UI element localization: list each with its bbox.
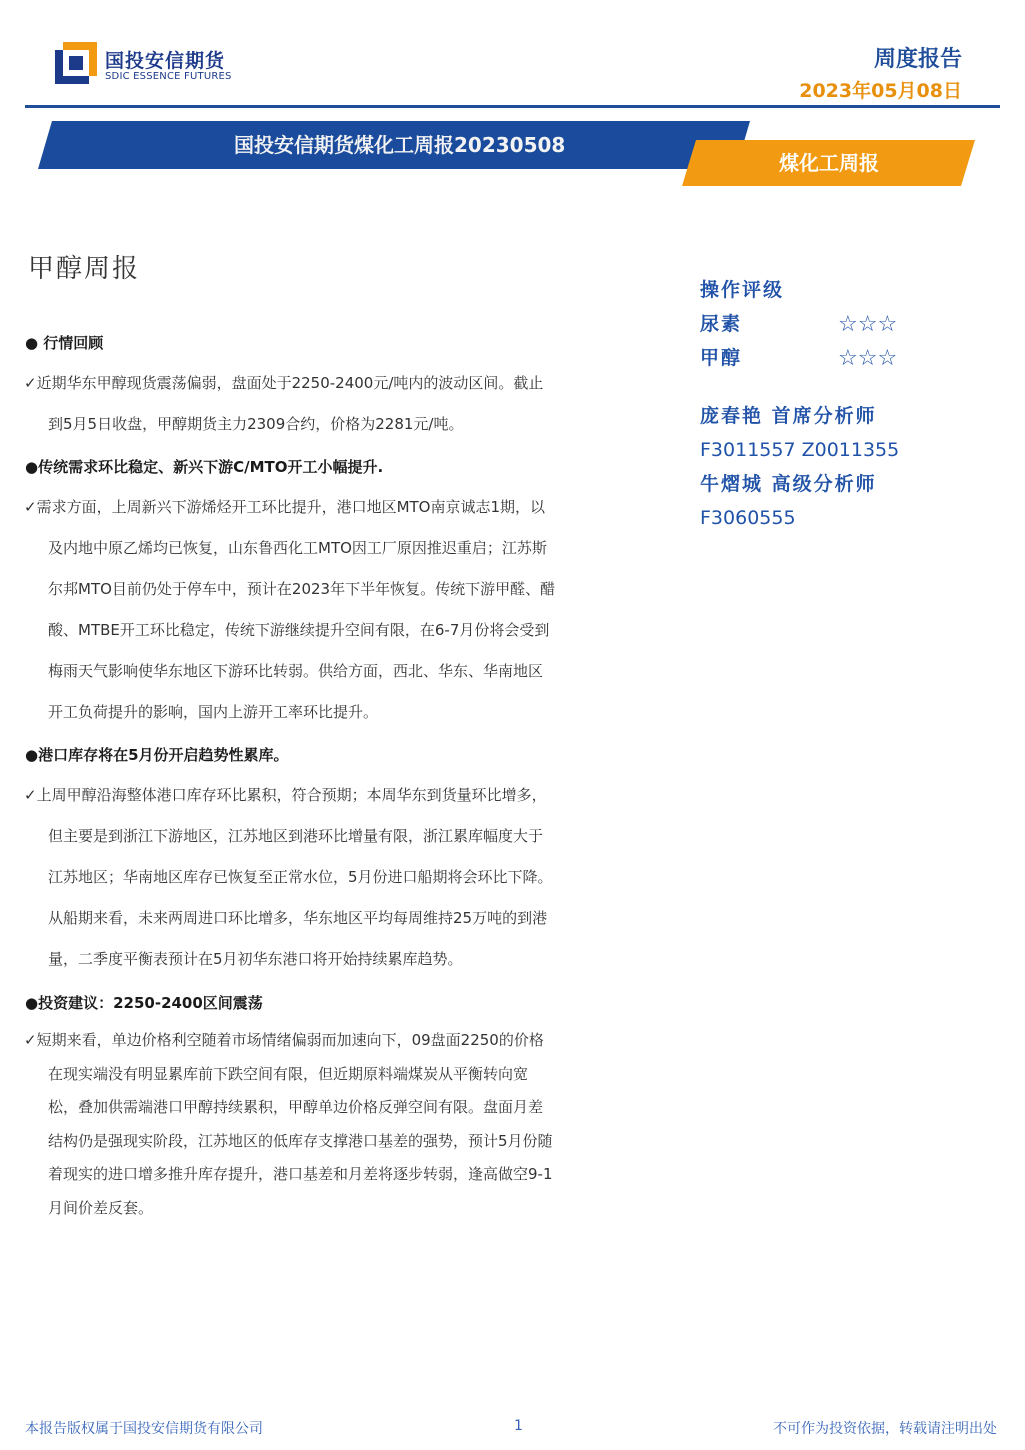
report-category: 煤化工周报 <box>779 151 879 175</box>
logo-mark-icon <box>55 42 97 84</box>
text-line: ✓短期来看，单边价格利空随着市场情绪偏弱而加速向下，09盘面2250的价格 <box>24 1031 544 1049</box>
analyst-name-title: 牛熠城 高级分析师 <box>700 473 877 495</box>
text-line: 量，二季度平衡表预计在5月初华东港口将开始持续累库趋势。 <box>48 950 463 968</box>
rating-product-name: 尿素 <box>700 313 743 335</box>
text-line: 结构仍是强现实阶段，江苏地区的低库存支撑港口基差的强势，预计5月份随 <box>48 1131 553 1150</box>
logo-en-text: SDIC ESSENCE FUTURES <box>105 71 232 82</box>
bullet-heading-investment-advice: ●投资建议：2250-2400区间震荡 <box>25 994 263 1012</box>
analyst-license: F3060555 <box>700 507 796 529</box>
report-title: 国投安信期货煤化工周报20230508 <box>234 133 566 157</box>
footer-copyright: 本报告版权属于国投安信期货有限公司 <box>25 1421 263 1437</box>
bullet-heading-port-inventory: ●港口库存将在5月份开启趋势性累库。 <box>25 746 289 764</box>
text-line: ✓上周甲醇沿海整体港口库存环比累积，符合预期；本周华东到货量环比增多， <box>24 786 547 804</box>
text-line: 及内地中原乙烯均已恢复，山东鲁西化工MTO因工厂原因推迟重启；江苏斯 <box>48 539 547 557</box>
analyst-name-title: 庞春艳 首席分析师 <box>700 405 877 427</box>
rating-row-methanol <box>700 342 980 375</box>
text-line: 梅雨天气影响使华东地区下游环比转弱。供给方面，西北、华东、华南地区 <box>48 662 544 680</box>
text-line: 月间价差反套。 <box>48 1198 154 1217</box>
report-type: 周度报告 <box>873 47 962 72</box>
text-line: 开工负荷提升的影响，国内上游开工率环比提升。 <box>48 703 379 721</box>
text-line: 在现实端没有明显累库前下跌空间有限，但近期原料端煤炭从平衡转向宽 <box>48 1064 529 1083</box>
text-line: 到5月5日收盘，甲醇期货主力2309合约，价格为2281元/吨。 <box>48 415 464 433</box>
footer-disclaimer: 不可作为投资依据，转载请注明出处 <box>773 1421 997 1437</box>
text-line: 从船期来看，未来两周进口环比增多，华东地区平均每周维持25万吨的到港 <box>48 909 548 927</box>
bullet-heading-demand: ●传统需求环比稳定、新兴下游C/MTO开工小幅提升. <box>25 458 384 476</box>
text-line: 但主要是到浙江下游地区，江苏地区到港环比增量有限，浙江累库幅度大于 <box>48 827 544 845</box>
page-number: 1 <box>514 1418 523 1434</box>
paragraph-port-inventory <box>24 775 614 980</box>
text-line: 尔邦MTO目前仍处于停车中，预计在2023年下半年恢复。传统下游甲醛、醋 <box>48 580 556 598</box>
text-line: 江苏地区；华南地区库存已恢复至正常水位，5月份进口船期将会环比下降。 <box>48 868 553 886</box>
logo-cn-text: 国投安信期货 <box>105 50 226 72</box>
rating-product-name: 甲醇 <box>700 347 743 369</box>
rating-row-urea <box>700 308 980 341</box>
text-line: ✓近期华东甲醇现货震荡偏弱，盘面处于2250-2400元/吨内的波动区间。截止 <box>24 374 544 392</box>
star-rating-icon: ☆☆☆ <box>838 346 898 371</box>
star-rating-icon: ☆☆☆ <box>838 312 898 337</box>
section-title: 甲醇周报 <box>28 254 141 284</box>
paragraph-demand <box>24 487 614 733</box>
paragraph-investment-advice <box>24 1024 614 1226</box>
report-date: 2023年05月08日 <box>799 80 962 102</box>
rating-title: 操作评级 <box>700 279 785 301</box>
text-line: 着现实的进口增多推升库存提升，港口基差和月差将逐步转弱，逢高做空9-1 <box>48 1165 553 1184</box>
text-line: ✓需求方面，上周新兴下游烯烃开工环比提升，港口地区MTO南京诚志1期，以 <box>24 498 546 516</box>
company-logo <box>55 42 235 88</box>
sidebar <box>700 275 980 535</box>
header-divider <box>25 105 1000 108</box>
analyst-license: F3011557 Z0011355 <box>700 439 900 461</box>
bullet-heading-market-review: ● 行情回顾 <box>25 334 104 352</box>
text-line: 松，叠加供需端港口甲醇持续累积，甲醇单边价格反弹空间有限。盘面月差 <box>48 1098 544 1117</box>
text-line: 酸、MTBE开工环比稳定，传统下游继续提升空间有限，在6-7月份将会受到 <box>48 621 550 639</box>
paragraph-market-review <box>24 363 614 445</box>
